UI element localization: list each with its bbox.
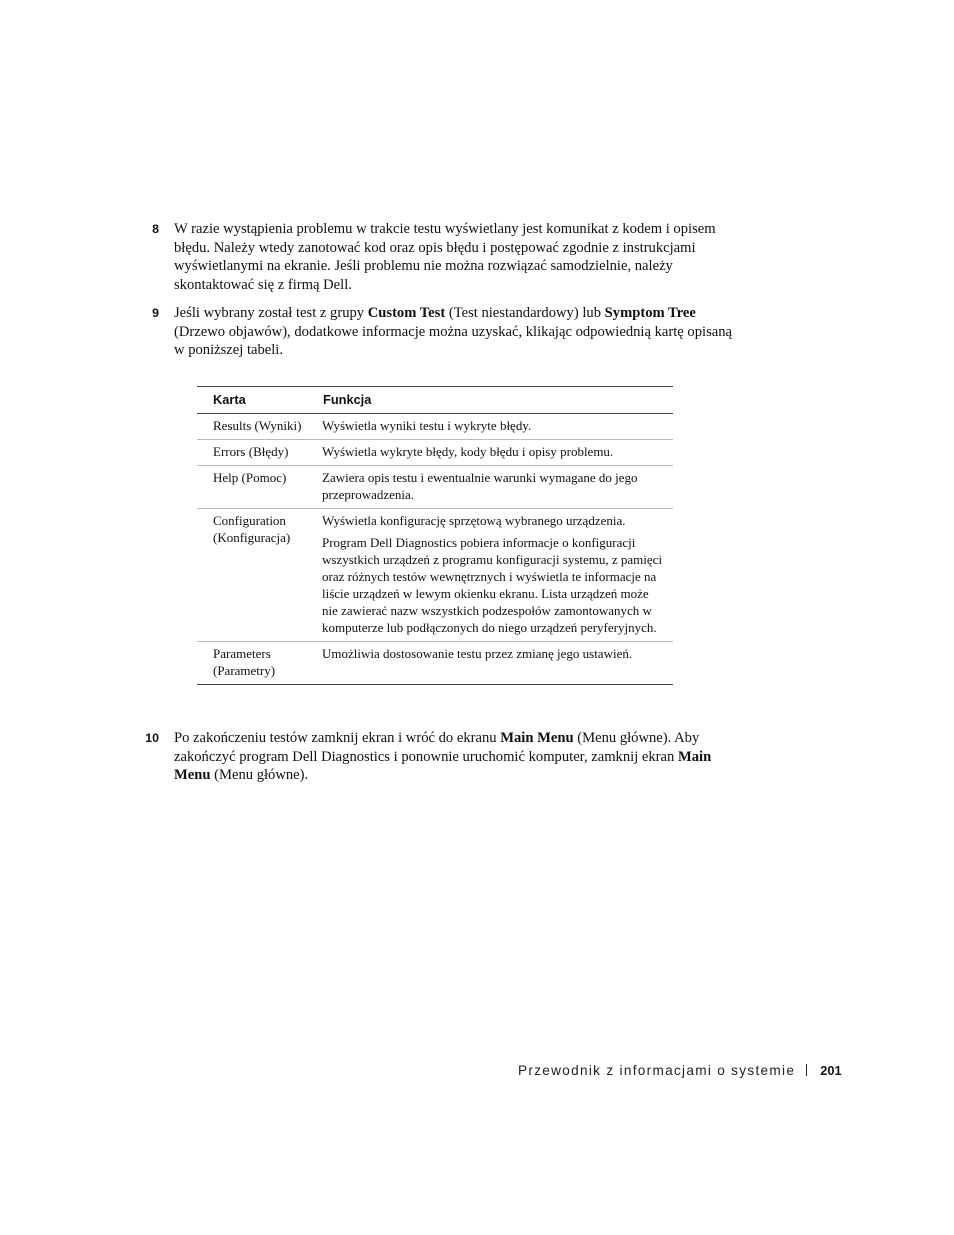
step-text <box>174 304 734 360</box>
tab-name: Results (Wyniki) <box>197 414 307 440</box>
table-row <box>197 466 673 509</box>
step-text-part: (Menu główne). Aby zakończyć program Dell Diagnostics i ponownie uruchomić komputer, zamknij ekran <box>174 730 700 765</box>
step-text-part: Po zakończeniu testów zamknij ekran i wróć do ekranu <box>174 730 501 746</box>
tabs-table <box>197 386 673 685</box>
step-text-part: (Menu główne). <box>210 767 309 784</box>
description-text: Zawiera opis testu i ewentualnie warunki wymagane do jego przeprowadzenia. <box>322 470 638 502</box>
step-text-part: (Test niestandardowy) lub <box>445 305 605 321</box>
table-row <box>197 440 673 466</box>
description-text: Wyświetla konfigurację sprzętową wybranego urządzenia. <box>322 513 626 528</box>
description-text: Program Dell Diagnostics pobiera informacje o konfiguracji wszystkich urządzeń z programu konfiguracji systemu, z pamięci oraz różnych testów wewnętrznych i wyświetla te informacje na liście urządzeń w lewym okienku ekranu. Lista urządzeń może nie zawierać nazw wszystkich podzespołów zamontowanych w komputerze lub podłączonych do niego urządzeń peryferyjnych. <box>322 535 663 635</box>
tab-description <box>307 509 673 642</box>
tab-name: Errors (Błędy) <box>197 440 307 466</box>
tab-name: Parameters (Parametry) <box>197 642 307 685</box>
column-header-tab: Karta <box>197 387 307 414</box>
step-10 <box>145 729 734 785</box>
table-row <box>197 642 673 685</box>
step-number: 9 <box>152 306 159 320</box>
table-header-row <box>197 387 673 414</box>
tab-description <box>307 466 673 509</box>
tab-description <box>307 440 673 466</box>
symptom-tree-label: Symptom Tree <box>604 305 696 321</box>
footer-title: Przewodnik z informacjami o systemie <box>518 1063 796 1078</box>
step-9 <box>152 304 734 360</box>
main-menu-label: Main Menu <box>174 748 712 784</box>
tab-description <box>307 642 673 685</box>
step-text-part: Jeśli wybrany został test z grupy <box>174 305 368 321</box>
tab-name: Configuration (Konfiguracja) <box>197 509 307 642</box>
description-text: Umożliwia dostosowanie testu przez zmianę jego ustawień. <box>322 646 633 661</box>
table-row <box>197 509 673 642</box>
step-text: W razie wystąpienia problemu w trakcie testu wyświetlany jest komunikat z kodem i opisem błędu. Należy wtedy zanotować kod oraz opis błędu i postępować zgodnie z instrukcjami wyświetlanymi na ekranie. Jeśli problemu nie można rozwiązać samodzielnie, należy skontaktować się z firmą Dell. <box>174 221 716 293</box>
main-menu-label: Main Menu <box>500 730 574 746</box>
tab-description <box>307 414 673 440</box>
step-text-part: (Drzewo objawów), dodatkowe informacje można uzyskać, klikając odpowiednią kartę opisaną w poniższej tabeli. <box>174 323 733 359</box>
step-number: 8 <box>152 222 159 236</box>
description-text: Wyświetla wykryte błędy, kody błędu i opisy problemu. <box>322 444 614 459</box>
column-header-function: Funkcja <box>307 387 673 414</box>
page-footer <box>518 1062 842 1080</box>
footer-divider <box>806 1064 807 1076</box>
tab-name: Help (Pomoc) <box>197 466 307 509</box>
description-text: Wyświetla wyniki testu i wykryte błędy. <box>322 418 532 433</box>
page-number: 201 <box>820 1063 842 1078</box>
step-number: 10 <box>145 731 159 745</box>
custom-test-label: Custom Test <box>367 305 446 321</box>
step-8 <box>152 220 734 294</box>
step-text <box>174 729 734 785</box>
table-row <box>197 414 673 440</box>
